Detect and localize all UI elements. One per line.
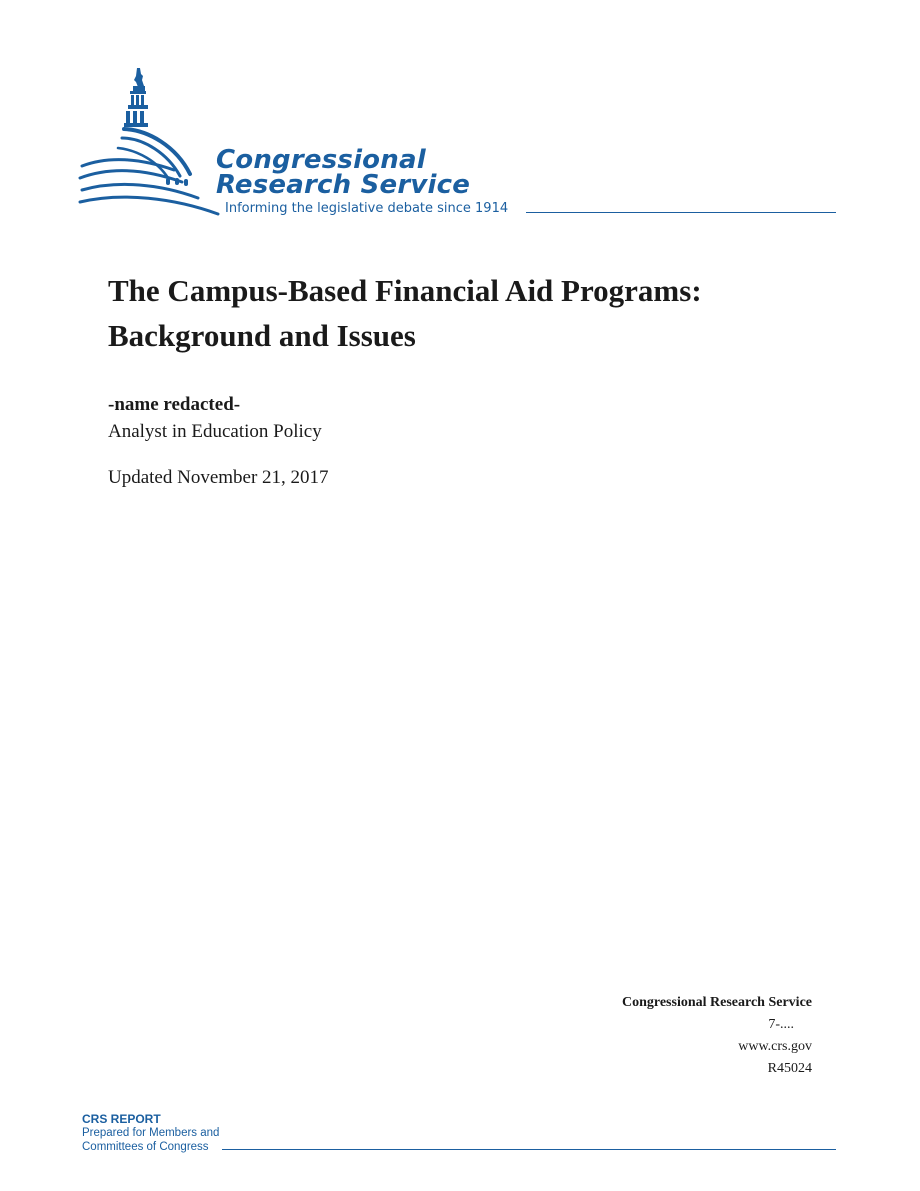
footer-label-block [82,1112,219,1154]
author-name: -name redacted- [108,394,241,415]
phone-number: 7-.... [768,1017,794,1032]
report-title-line2: Background and Issues [108,318,416,353]
publisher-info [622,992,812,1080]
capitol-dome-icon [78,66,220,218]
report-title [108,268,828,358]
footer-report-label: CRS REPORT [82,1112,161,1126]
footer-line1: Prepared for Members and [82,1127,220,1139]
author-role: Analyst in Education Policy [108,421,322,442]
updated-date: Updated November 21, 2017 [108,467,329,488]
report-title-line1: The Campus-Based Financial Aid Programs: [108,273,702,308]
logo-name-line2: Research Service [216,170,471,200]
header-divider [526,212,836,213]
report-number: R45024 [767,1061,812,1076]
logo-tagline: Informing the legislative debate since 1914 [225,201,509,216]
footer-line2: Committees of Congress [82,1141,209,1153]
website-link[interactable]: www.crs.gov [738,1039,812,1054]
publisher-name: Congressional Research Service [621,995,812,1010]
footer-divider [222,1149,836,1150]
logo-name-line1: Congressional [216,145,426,175]
